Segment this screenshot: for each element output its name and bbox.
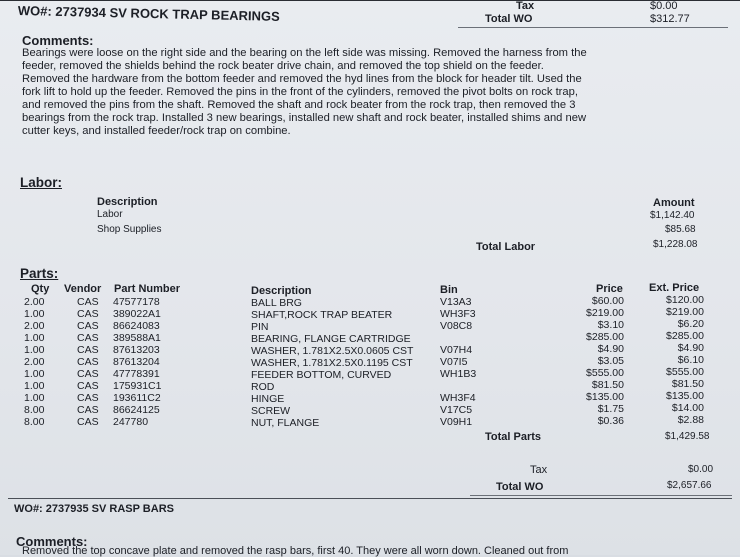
part-number-cell: 47577178	[113, 296, 160, 308]
top-tax-label: Tax	[516, 0, 535, 12]
labor-desc-header: Description	[97, 196, 158, 208]
desc-cell: SCREW	[251, 405, 291, 417]
parts-bin-column	[440, 296, 476, 428]
parts-vendor-header: Vendor	[64, 283, 102, 295]
ext-price-cell: $6.10	[677, 354, 704, 366]
price-cell: $555.00	[586, 367, 624, 379]
bin-cell	[440, 332, 476, 344]
vendor-cell: CAS	[77, 344, 99, 356]
total-parts-label: Total Parts	[485, 431, 542, 443]
parts-ext-column	[648, 294, 704, 426]
parts-desc-header: Description	[251, 285, 312, 297]
parts-qty-header: Qty	[31, 283, 50, 295]
ext-price-cell: $285.00	[666, 330, 704, 342]
bin-cell: WH3F3	[440, 308, 476, 320]
section-divider	[8, 498, 732, 499]
total-rule	[470, 495, 732, 496]
part-number-cell: 86624125	[113, 404, 160, 416]
top-total-label: Total WO	[485, 13, 533, 25]
bin-cell: V13A3	[440, 296, 472, 308]
vendor-cell: CAS	[77, 320, 99, 332]
desc-cell: BALL BRG	[251, 297, 302, 309]
price-cell: $219.00	[586, 307, 624, 319]
part-number-cell: 86624083	[113, 320, 160, 332]
bin-cell: V17C5	[440, 404, 473, 416]
ext-price-cell: $2.88	[677, 414, 704, 426]
part-number-cell: 389022A1	[113, 308, 161, 320]
vendor-cell: CAS	[77, 416, 99, 428]
qty-cell: 8.00	[24, 404, 45, 416]
parts-ext-header: Ext. Price	[649, 282, 700, 294]
wo2-header: WO#: 2737935 SV RASP BARS	[14, 503, 174, 515]
parts-vendor-column	[77, 296, 99, 428]
desc-cell: BEARING, FLANGE CARTRIDGE	[251, 333, 411, 345]
ext-price-cell: $120.00	[666, 294, 704, 306]
desc-cell: FEEDER BOTTOM, CURVED	[251, 369, 392, 381]
price-cell: $60.00	[591, 295, 624, 307]
vendor-cell: CAS	[77, 296, 99, 308]
desc-cell: SHAFT,ROCK TRAP BEATER	[251, 309, 393, 321]
qty-cell: 1.00	[24, 308, 45, 320]
price-cell: $135.00	[586, 391, 624, 403]
top-tax-value: $0.00	[650, 0, 678, 12]
parts-desc-column	[251, 297, 413, 429]
price-cell: $81.50	[591, 379, 624, 391]
ext-price-cell: $14.00	[671, 402, 704, 414]
qty-cell: 1.00	[24, 392, 45, 404]
parts-price-header: Price	[596, 283, 623, 295]
total-labor-value: $1,228.08	[653, 239, 698, 250]
vendor-cell: CAS	[77, 332, 99, 344]
part-number-cell: 247780	[113, 416, 149, 428]
ext-price-cell: $555.00	[666, 366, 704, 378]
labor-row-desc: Shop Supplies	[97, 224, 162, 235]
total-labor-label: Total Labor	[476, 241, 536, 253]
price-cell: $3.05	[597, 355, 624, 367]
ext-price-cell: $4.90	[677, 342, 704, 354]
wo2-comments-text: Removed the top concave plate and removed the rasp bars, first 40. They were all worn down. Cleaned out from	[22, 545, 569, 557]
part-number-cell: 389588A1	[113, 332, 161, 344]
price-cell: $4.90	[597, 343, 624, 355]
desc-cell: NUT, FLANGE	[251, 417, 320, 429]
bin-cell: V09H1	[440, 416, 473, 428]
ext-price-cell: $135.00	[666, 390, 704, 402]
total-wo-label: Total WO	[496, 481, 544, 493]
bin-cell: WH3F4	[440, 392, 476, 404]
vendor-cell: CAS	[77, 308, 99, 320]
labor-row-desc: Labor	[97, 209, 123, 220]
comment-line: feeder, removed the shields behind the rock beater drive chain, and removed the top shield on the feeder.	[22, 60, 544, 72]
ext-price-cell: $6.20	[677, 318, 704, 330]
bin-cell: V08C8	[440, 320, 473, 332]
comment-line: and removed the pins from the shaft. Removed the shaft and rock beater from the rock trap, then removed the 3	[22, 99, 576, 111]
part-number-cell: 175931C1	[113, 380, 162, 392]
part-number-cell: 193611C2	[113, 392, 161, 404]
labor-amount-header: Amount	[653, 197, 695, 209]
comment-line: cutter keys, and installed feeder/rock trap on combine.	[22, 125, 291, 137]
vendor-cell: CAS	[77, 368, 99, 380]
wo-header: WO#: 2737934 SV ROCK TRAP BEARINGS	[17, 3, 280, 24]
labor-title: Labor:	[20, 175, 62, 190]
parts-price-column	[570, 295, 624, 427]
tax-label: Tax	[530, 464, 548, 476]
ext-price-cell: $219.00	[666, 306, 704, 318]
desc-cell: ROD	[251, 381, 275, 393]
qty-cell: 2.00	[24, 356, 45, 368]
vendor-cell: CAS	[77, 404, 99, 416]
vendor-cell: CAS	[77, 392, 99, 404]
desc-cell: WASHER, 1.781X2.5X0.0605 CST	[251, 345, 414, 357]
comment-line: Removed the hardware from the bottom feeder and removed the hyd lines from the block for header tilt. Used the	[22, 73, 582, 85]
desc-cell: HINGE	[251, 393, 285, 405]
bin-cell: V07I5	[440, 356, 468, 368]
bin-cell: WH1B3	[440, 368, 477, 380]
parts-partnum-column	[113, 296, 161, 428]
comment-line: Bearings were loose on the right side and the bearing on the left side was missing. Removed the harness from the	[22, 47, 587, 59]
price-cell: $0.36	[597, 415, 624, 427]
comments-label: Comments:	[22, 33, 94, 48]
desc-cell: WASHER, 1.781X2.5X0.1195 CST	[251, 357, 413, 369]
price-cell: $1.75	[597, 403, 624, 415]
qty-cell: 1.00	[24, 380, 45, 392]
qty-cell: 1.00	[24, 332, 45, 344]
wo2-comments-label: Comments:	[16, 534, 88, 549]
top-total-rule	[458, 27, 728, 28]
comments-text	[22, 47, 672, 138]
comment-line: bearings from the rock trap. Installed 3 new bearings, installed new shaft and rock beater, installed shims and new	[22, 112, 587, 124]
qty-cell: 1.00	[24, 368, 45, 380]
part-number-cell: 87613204	[113, 356, 160, 368]
price-cell: $285.00	[586, 331, 624, 343]
labor-row-amount: $85.68	[665, 224, 696, 235]
comment-line: fork lift to hold up the feeder. Removed the pins in the front of the cylinders, removed the pivot bolts on rock trap,	[22, 86, 578, 98]
bin-cell: V07H4	[440, 344, 473, 356]
total-parts-value: $1,429.58	[665, 431, 710, 442]
qty-cell: 8.00	[24, 416, 45, 428]
parts-partnum-header: Part Number	[114, 283, 181, 295]
parts-title: Parts:	[20, 266, 59, 281]
desc-cell: PIN	[251, 321, 269, 333]
top-rule	[0, 0, 740, 1]
vendor-cell: CAS	[77, 380, 99, 392]
ext-price-cell: $81.50	[671, 378, 704, 390]
price-cell: $3.10	[597, 319, 624, 331]
vendor-cell: CAS	[77, 356, 99, 368]
parts-qty-column	[24, 296, 44, 428]
bin-cell	[440, 380, 476, 392]
part-number-cell: 47778391	[113, 368, 160, 380]
tax-value: $0.00	[688, 464, 714, 475]
qty-cell: 2.00	[24, 320, 45, 332]
qty-cell: 1.00	[24, 344, 45, 356]
parts-bin-header: Bin	[440, 284, 458, 296]
top-total-value: $312.77	[650, 13, 690, 25]
qty-cell: 2.00	[24, 296, 45, 308]
part-number-cell: 87613203	[113, 344, 160, 356]
labor-row-amount: $1,142.40	[650, 210, 695, 221]
total-wo-value: $2,657.66	[667, 480, 712, 491]
